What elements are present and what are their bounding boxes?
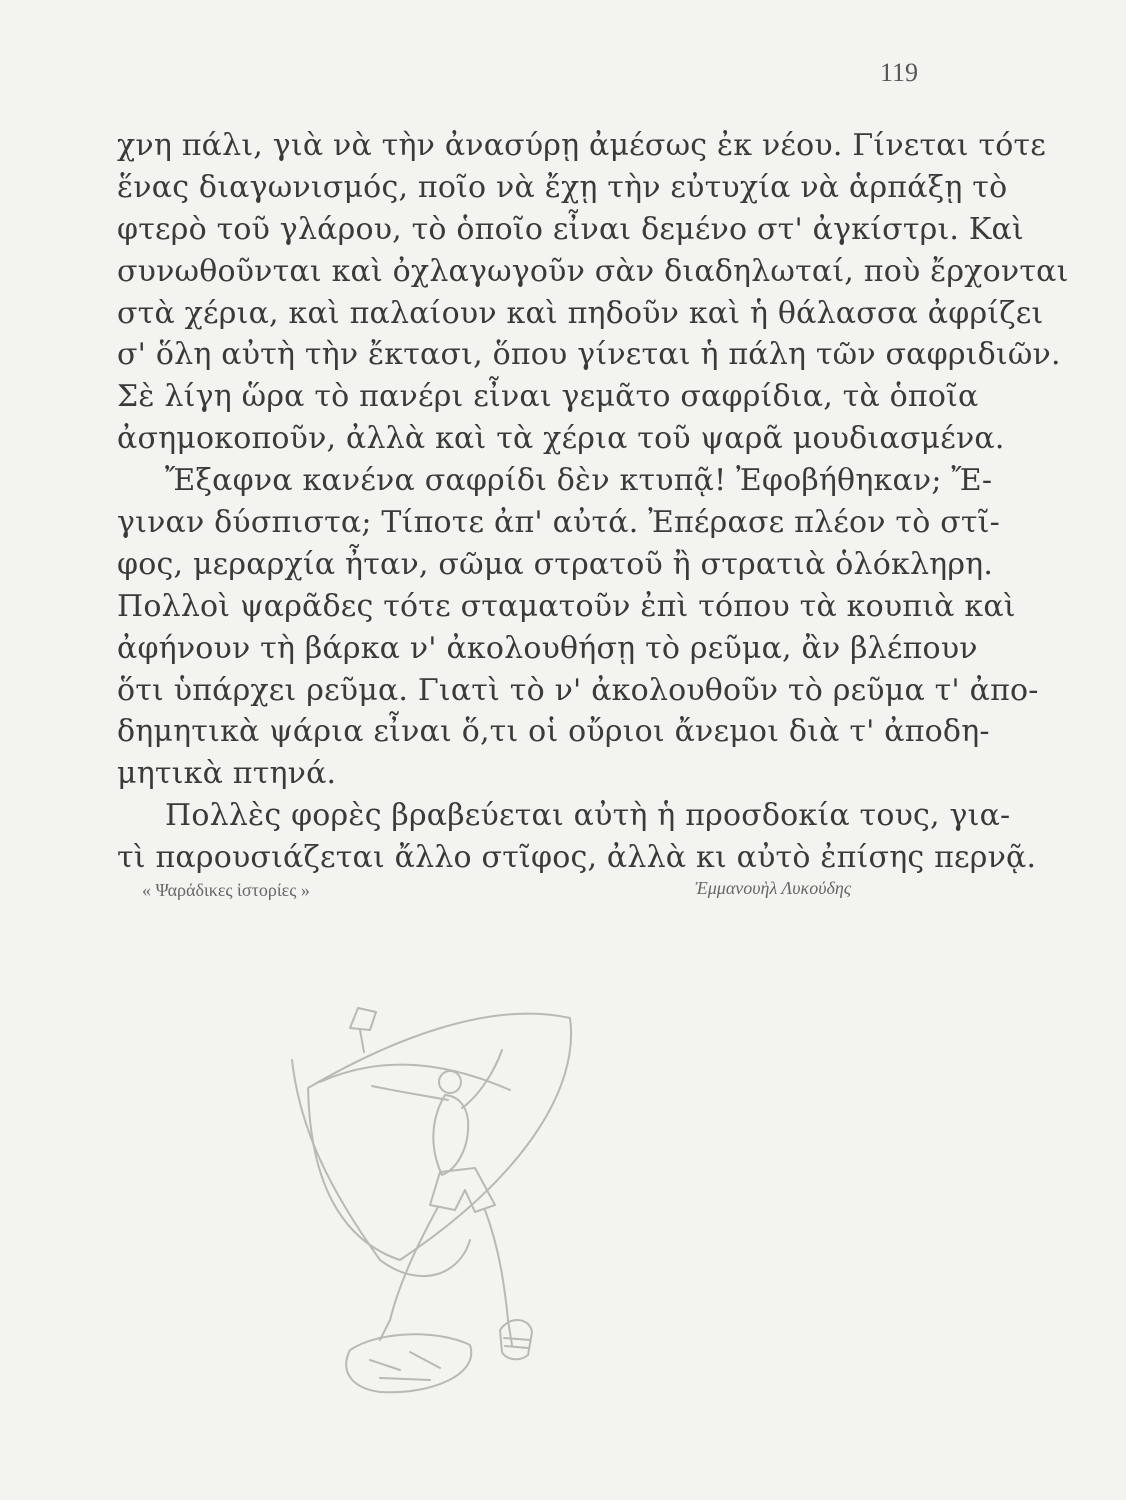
figure-shorts (430, 1168, 495, 1212)
text-line: φος, μεραρχία ἦταν, σῶμα στρατοῦ ἢ στρατιὰ ὁλόκληρη. (117, 546, 994, 582)
text-line: Ἔξαφνα κανένα σαφρίδι δὲν κτυπᾷ! Ἐφοβήθηκαν; Ἔ- (165, 463, 993, 499)
flag (350, 1008, 376, 1030)
text-line: σ' ὅλη αὐτὴ τὴν ἔκτασι, ὅπου γίνεται ἡ πάλη τῶν σαφριδιῶν. (117, 337, 1061, 373)
source-title: « Ψαράδικες ἱστορίες » (142, 880, 310, 900)
text-line: στὰ χέρια, καὶ παλαίουν καὶ πηδοῦν καὶ ἡ θάλασσα ἀφρίζει (117, 295, 1044, 331)
flag-pole (360, 1030, 364, 1052)
net-cord (320, 1065, 510, 1090)
net-outline (308, 1014, 571, 1260)
figure-arm (372, 1086, 448, 1100)
fisherman-casting-net-icon (280, 1000, 660, 1440)
text-line: φτερὸ τοῦ γλάρου, τὸ ὁποῖο εἶναι δεμένο στ' ἀγκίστρι. Καὶ (117, 211, 1024, 247)
author-name: Ἐμμανουὴλ Λυκούδης (695, 878, 852, 898)
figure-leg (380, 1207, 438, 1340)
text-line: γιναν δύσπιστα; Τίποτε ἀπ' αὐτά. Ἐπέρασε πλέον τὸ στῖ- (117, 505, 1000, 541)
text-line: ἀσημοκοποῦν, ἀλλὰ καὶ τὰ χέρια τοῦ ψαρᾶ μουδιασμένα. (117, 421, 1005, 457)
text-line: μητικὰ πτηνά. (117, 756, 337, 792)
text-line: Πολλοὶ ψαρᾶδες τότε σταματοῦν ἐπὶ τόπου τὰ κουπιὰ καὶ (117, 588, 1016, 624)
rock (346, 1334, 471, 1392)
figure-leg (485, 1210, 512, 1345)
basket-weave (504, 1338, 530, 1348)
page-number: 119 (879, 58, 918, 87)
text-line: Σὲ λίγη ὥρα τὸ πανέρι εἶναι γεμᾶτο σαφρίδια, τὰ ὁποῖα (117, 379, 979, 415)
text-line: Πολλὲς φορὲς βραβεύεται αὐτὴ ἡ προσδοκία τους, για- (165, 798, 1011, 834)
body-text (117, 125, 1069, 879)
text-line: χνη πάλι, γιὰ νὰ τὴν ἀνασύρῃ ἀμέσως ἐκ νέου. Γίνεται τότε (117, 128, 1047, 163)
text-line: τὶ παρουσιάζεται ἄλλο στῖφος, ἀλλὰ κι αὐτὸ ἐπίσης περνᾷ. (117, 840, 1037, 876)
text-line: ὅτι ὑπάρχει ρεῦμα. Γιατὶ τὸ ν' ἀκολουθοῦν τὸ ρεῦμα τ' ἀπο- (117, 672, 1039, 708)
text-line: δημητικὰ ψάρια εἶναι ὅ,τι οἱ οὔριοι ἄνεμοι διὰ τ' ἀποδη- (117, 714, 990, 750)
text-line: ἀφήνουν τὴ βάρκα ν' ἀκολουθήσῃ τὸ ρεῦμα, ἂν βλέπουν (117, 630, 978, 666)
text-line: συνωθοῦνται καὶ ὀχλαγωγοῦν σὰν διαδηλωταί, ποὺ ἔρχονται (117, 253, 1069, 289)
text-line: ἕνας διαγωνισμός, ποῖο νὰ ἔχῃ τὴν εὐτυχία νὰ ἁρπάξῃ τὸ (117, 169, 1008, 205)
figure-head (439, 1071, 461, 1093)
rock-texture (370, 1352, 440, 1380)
